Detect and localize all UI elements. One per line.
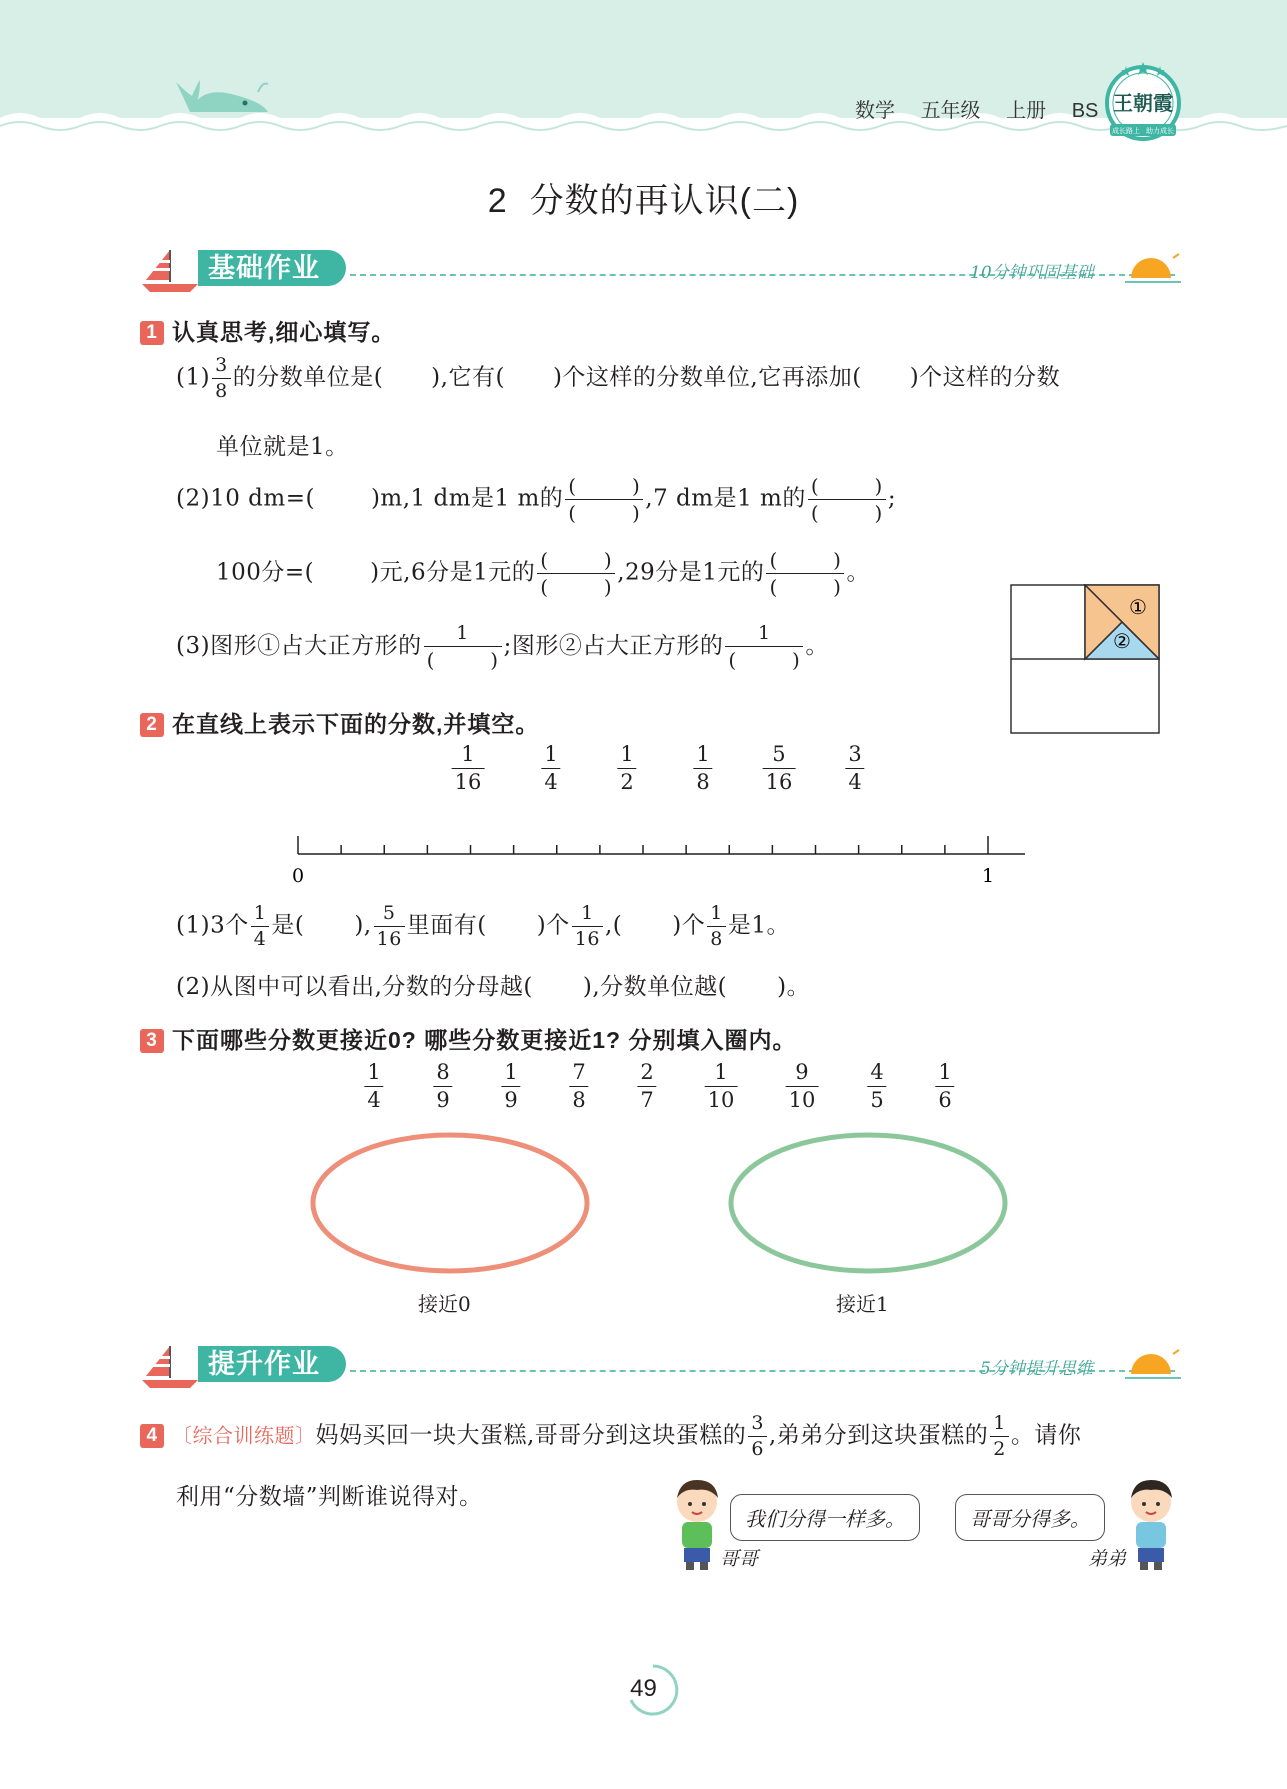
grade: 五年级 [920,100,981,122]
question-4-line2: 利用“分数墙”判断谁说得对。 [176,1484,483,1510]
question-3-title: 下面哪些分数更接近0? 哪些分数更接近1? 分别填入圈内。 [172,1027,797,1053]
q1-part2-line1: (2)10 dm=( )m,1 dm是1 m的 ( ) ( ) ,7 dm是1 m的 ( ) ( ) ; [176,474,897,525]
numerator: 1 [620,742,634,766]
q2-fraction [845,744,864,793]
denominator: 8 [572,1088,586,1112]
denominator: 5 [870,1088,884,1112]
denominator: 9 [436,1088,450,1112]
numerator: 1 [696,742,710,766]
page-number: 49 [630,1675,657,1702]
question-3-heading: 3 下面哪些分数更接近0? 哪些分数更接近1? 分别填入圈内。 [140,1022,796,1055]
question-tag: 〔综合训练题〕 [172,1423,316,1448]
fraction-3-8: $\frac{3}{8}$ [212,356,231,401]
numerator: 9 [795,1060,809,1084]
q3-fraction [705,1062,738,1111]
denominator: 10 [707,1088,735,1112]
question-2-heading: 2 在直线上表示下面的分数,并填空。 [140,706,539,739]
section-banner-advanced [140,1342,1180,1392]
square-figure [1010,584,1160,734]
q3-fraction [364,1062,383,1111]
section-tag-basic: 10分钟巩固基础 [970,263,1094,283]
fraction-blank[interactable]: ( ) ( ) [565,476,643,523]
numerator: 1 [504,1060,518,1084]
name-younger-brother: 弟弟 [1088,1548,1127,1570]
page-title [0,173,1287,222]
brand-logo [1102,60,1184,142]
sailboat-icon [140,246,200,296]
numerator: 1 [544,742,558,766]
section-banner-basic [140,246,1180,296]
fraction-blank[interactable]: 1 ( ) [725,624,803,670]
q1-part1-line2: 单位就是1。 [216,434,349,460]
svg-text:助力成长: 助力成长 [1146,127,1174,135]
volume: 上册 [1006,100,1047,122]
question-1-heading [140,314,395,347]
q1-part2-line2: 100分=( )元,6分是1元的 ( ) ( ) ,29分是1元的 ( ) ( ) 。 [216,548,870,599]
sunrise-icon [1125,1348,1181,1384]
denominator: 4 [848,770,862,794]
q3-fraction-list [0,1062,1287,1122]
speech-bubble-younger-brother: 哥哥分得多。 [955,1494,1105,1541]
denominator: 2 [620,770,634,794]
section-tag-advanced: 5分钟提升思维 [980,1359,1093,1379]
subject: 数学 [855,100,895,122]
fraction-blank[interactable]: ( ) ( ) [766,550,844,597]
sailboat-icon [140,1342,200,1392]
ellipse-near-one[interactable] [718,1125,1018,1295]
q3-fraction [786,1062,819,1111]
q3-fraction [867,1062,886,1111]
sunrise-icon [1125,252,1181,288]
numerator: 1 [714,1060,728,1084]
numerator: 8 [436,1060,450,1084]
svg-text:成长路上: 成长路上 [1112,127,1140,135]
axis-label-end: 1 [981,865,995,887]
numerator: 1 [367,1060,381,1084]
fraction-blank[interactable]: ( ) ( ) [537,550,615,597]
number-line[interactable] [280,820,1040,890]
numerator: 3 [848,742,862,766]
numerator: 7 [572,1060,586,1084]
denominator: 10 [788,1088,816,1112]
numerator: 2 [640,1060,654,1084]
label-near-one: 接近1 [836,1292,889,1316]
header-wave-band [0,0,1287,150]
name-older-brother: 哥哥 [720,1548,759,1570]
fraction-blank[interactable]: ( ) ( ) [808,476,886,523]
denominator: 9 [504,1088,518,1112]
label-near-zero: 接近0 [418,1292,471,1316]
numerator: 1 [938,1060,952,1084]
q3-fraction [433,1062,452,1111]
axis-label-start: 0 [291,865,305,887]
q3-fraction [935,1062,954,1111]
denominator: 6 [938,1088,952,1112]
q2-fraction-list [0,744,1287,804]
q1-part3: (3)图形①占大正方形的 1 ( ) ;图形②占大正方形的 1 ( ) 。 [176,622,829,672]
lesson-number: 2 [487,182,508,220]
denominator: 8 [696,770,710,794]
lesson-title: 分数的再认识(二) [529,182,800,220]
q2-part2: (2)从图中可以看出,分数的分母越( ),分数单位越( )。 [176,974,811,1000]
question-number: 1 [140,321,164,345]
question-4-line1: 4 〔综合训练题〕妈妈买回一块大蛋糕,哥哥分到这块蛋糕的 $\frac{3}{6}$ ,弟弟分到这块蛋糕的 $\frac{1}{2}$ 。请你 [140,1414,1081,1459]
svg-text:①: ① [1129,595,1147,619]
ellipse-near-zero[interactable] [300,1125,600,1295]
fraction-blank[interactable]: 1 ( ) [424,624,502,670]
q3-fraction [637,1062,656,1111]
section-label-basic: 基础作业 [198,250,346,286]
edition: BS [1071,100,1099,122]
svg-text:②: ② [1113,629,1131,653]
q2-fraction [452,744,485,793]
q3-fraction [569,1062,588,1111]
denominator: 4 [544,770,558,794]
q2-fraction [617,744,636,793]
section-label-advanced: 提升作业 [198,1346,346,1382]
denominator: 16 [765,770,793,794]
q2-part1: (1)3个 $\frac{1}{4}$ 是( ), $\frac{5}{16}$ 里面有( )个 $\frac{1}{16}$ ,( )个 $\frac{1}{8}$ 是1。 [176,902,790,950]
q2-fraction [763,744,796,793]
q3-fraction [501,1062,520,1111]
boy-younger-brother-illustration [1118,1476,1184,1572]
speech-bubble-older-brother: 我们分得一样多。 [730,1494,920,1541]
denominator: 4 [367,1088,381,1112]
question-2-title: 在直线上表示下面的分数,并填空。 [172,711,540,737]
denominator: 7 [640,1088,654,1112]
numerator: 1 [461,742,475,766]
q1-part1-line1: (1) $\frac{3}{8}$ 的分数单位是( ),它有( )个这样的分数单位,它再添加( )个这样的分数 [176,354,1061,402]
q2-fraction [541,744,560,793]
numerator: 5 [772,742,786,766]
question-1-title: 认真思考,细心填写。 [172,319,396,345]
header-meta [855,94,1118,123]
q2-fraction [693,744,712,793]
numerator: 4 [870,1060,884,1084]
denominator: 16 [454,770,482,794]
svg-text:王朝霞: 王朝霞 [1113,91,1173,115]
